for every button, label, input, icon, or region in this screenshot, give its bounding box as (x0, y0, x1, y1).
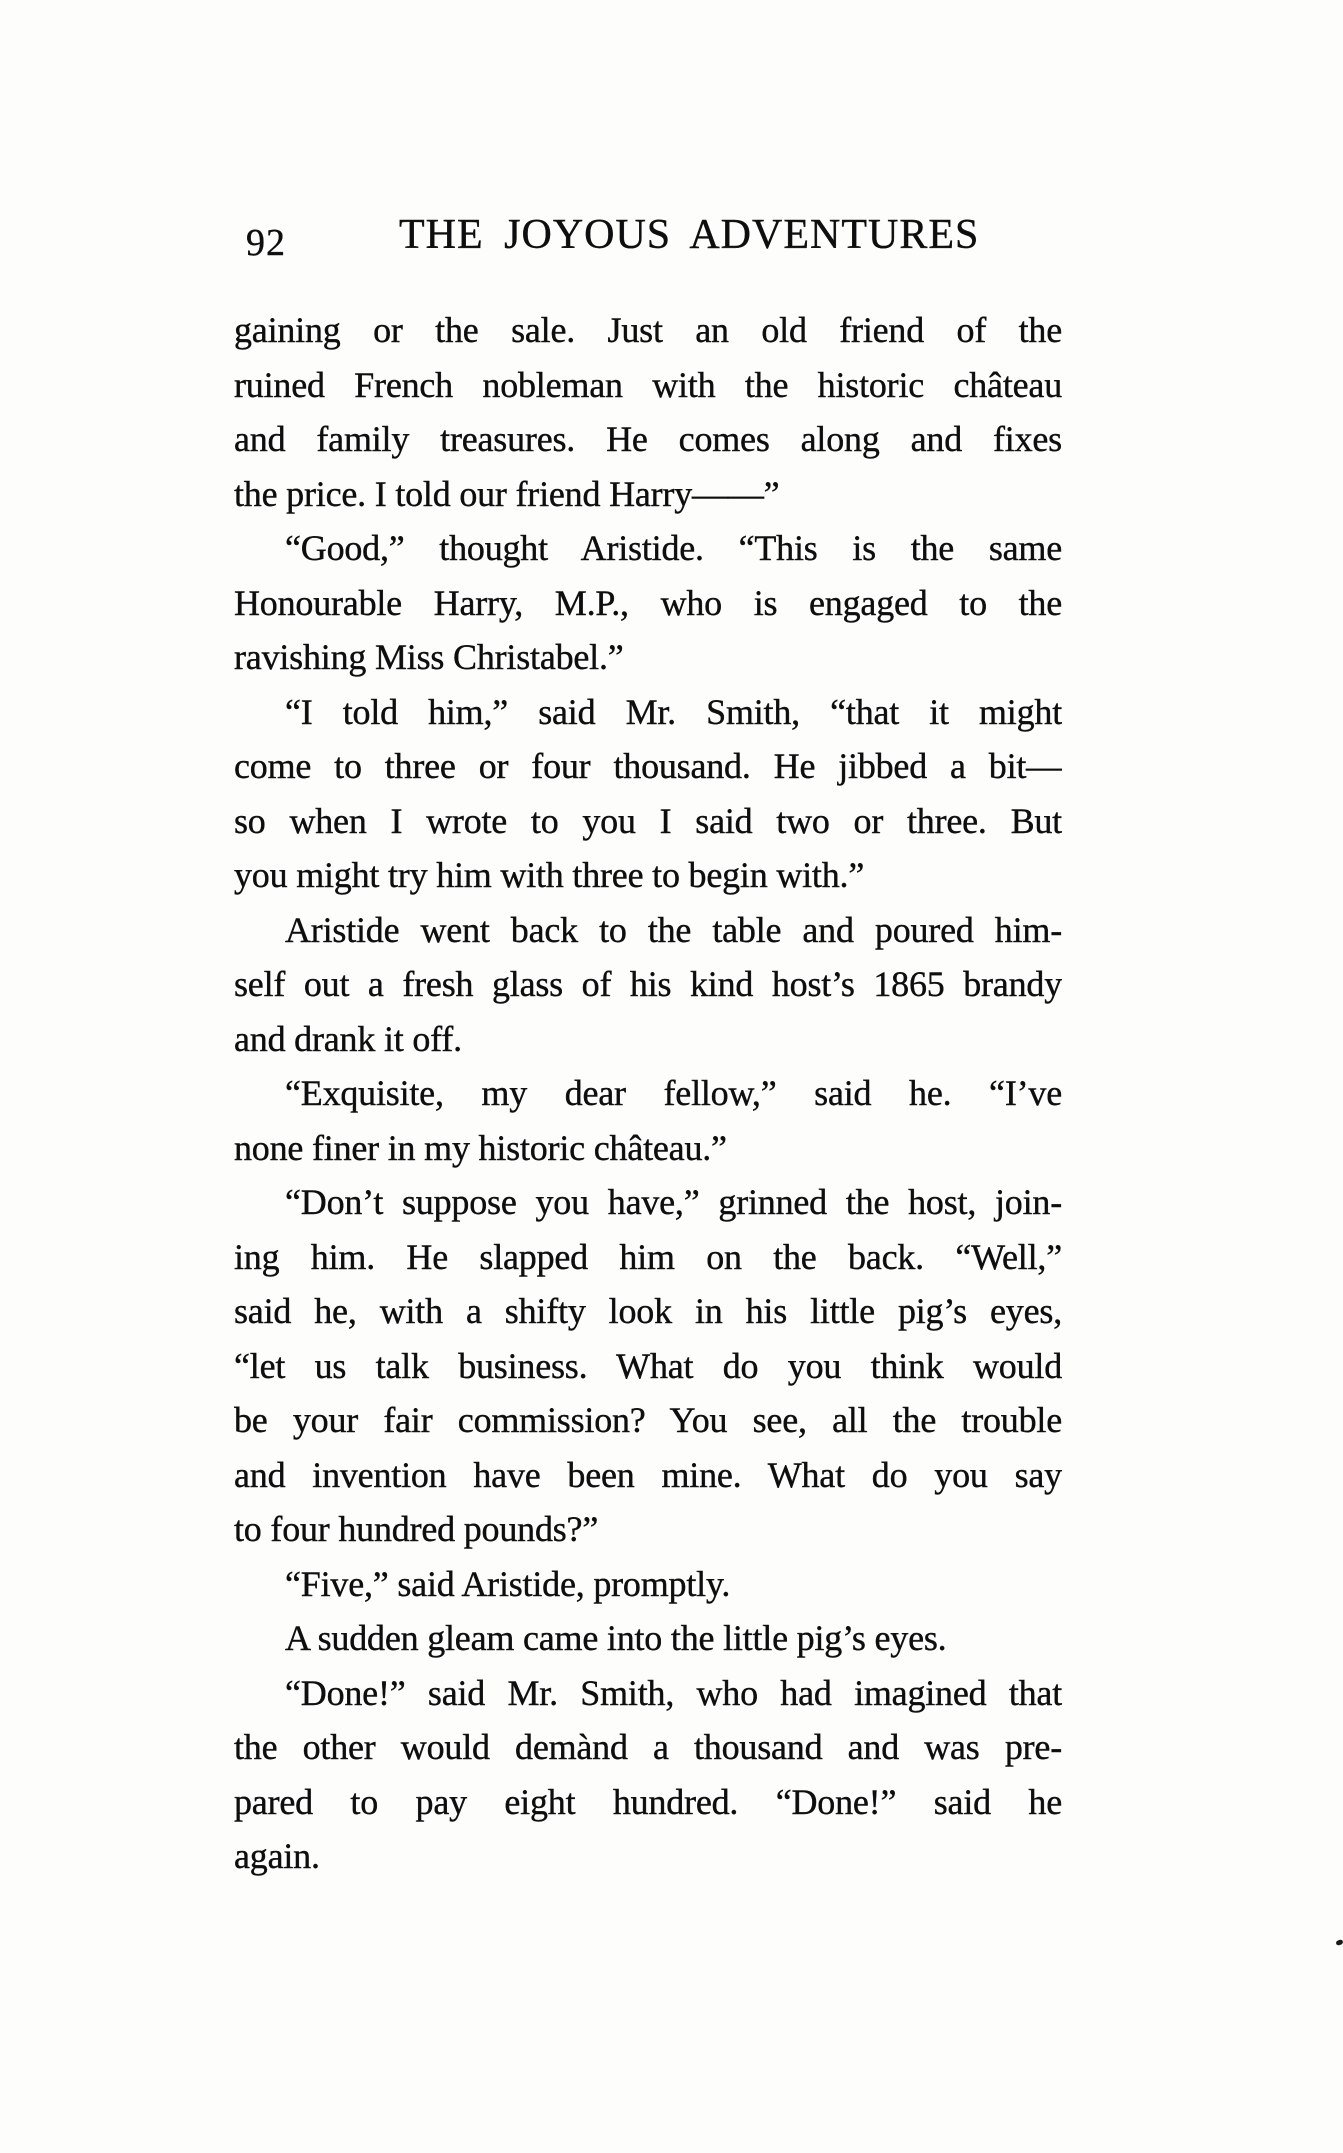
text-line: come to three or four thousand. He jibbed a bit— (234, 746, 1062, 786)
ink-speck (1335, 1939, 1343, 1946)
text-line: so when I wrote to you I said two or three. But (234, 800, 1062, 841)
text-line: gaining or the sale. Just an old friend of the (234, 310, 1062, 350)
text-line: and drank it off. (234, 1018, 462, 1059)
text-line: “let us talk business. What do you think would (234, 1345, 1062, 1386)
text-line: “Exquisite, my dear fellow,” said he. “I’ve (285, 1073, 1062, 1113)
text-line: and family treasures. He comes along and fixes (234, 419, 1062, 459)
text-line: pared to pay eight hundred. “Done!” said he (234, 1781, 1062, 1822)
text-line: none finer in my historic château.” (234, 1127, 727, 1168)
text-line: said he, with a shifty look in his little pig’s eyes, (234, 1291, 1062, 1331)
text-line: and invention have been mine. What do you say (234, 1454, 1062, 1495)
text-line: self out a fresh glass of his kind host’s 1865 brandy (234, 964, 1062, 1004)
page-text (234, 303, 1062, 1884)
text-line: ravishing Miss Christabel.” (234, 637, 624, 677)
page-header (0, 0, 1343, 280)
running-title: THE JOYOUS ADVENTURES (399, 212, 980, 258)
text-line: “Don’t suppose you have,” grinned the host, join- (285, 1182, 1062, 1222)
text-line: to four hundred pounds?” (234, 1509, 599, 1549)
text-line: “Five,” said Aristide, promptly. (285, 1563, 731, 1604)
text-line: Aristide went back to the table and poured him- (285, 909, 1062, 950)
text-line: again. (234, 1836, 320, 1876)
text-line: “I told him,” said Mr. Smith, “that it might (285, 691, 1062, 732)
text-line: ing him. He slapped him on the back. “Well,” (234, 1236, 1062, 1277)
text-line: “Done!” said Mr. Smith, who had imagined that (285, 1672, 1062, 1713)
text-line: you might try him with three to begin with.” (234, 855, 865, 895)
text-line: the price. I told our friend Harry——” (234, 473, 780, 514)
text-line: ruined French nobleman with the historic château (234, 364, 1062, 405)
text-line: be your fair commission? You see, all the trouble (234, 1400, 1062, 1440)
text-line: “Good,” thought Aristide. “This is the same (285, 528, 1062, 568)
page-number: 92 (246, 222, 286, 264)
text-line: A sudden gleam came into the little pig’s eyes. (285, 1618, 947, 1658)
text-line: the other would demànd a thousand and was pre- (234, 1727, 1062, 1767)
text-line: Honourable Harry, M.P., who is engaged to the (234, 582, 1062, 623)
